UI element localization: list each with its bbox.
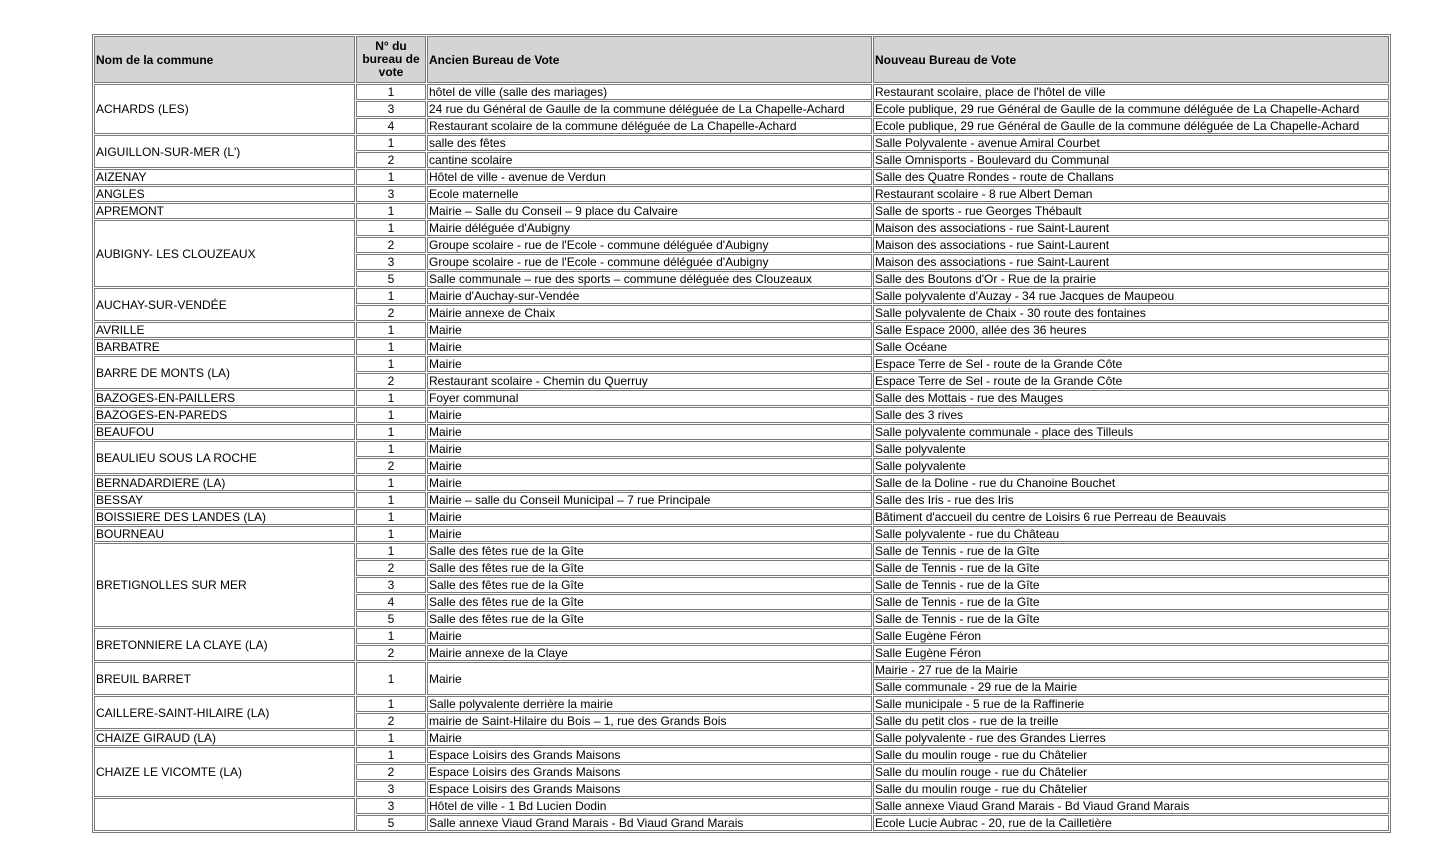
bureau-number: 1 [356, 84, 426, 100]
nouveau-bureau: Restaurant scolaire, place de l'hôtel de ville [873, 84, 1389, 100]
table-row [94, 322, 1389, 338]
bureau-number: 5 [356, 611, 426, 627]
ancien-bureau: Salle des fêtes rue de la Gîte [427, 577, 872, 593]
commune-name: BAZOGES-EN-PAREDS [94, 407, 355, 423]
bureau-number: 3 [356, 186, 426, 202]
ancien-bureau: Mairie – salle du Conseil Municipal – 7 rue Principale [427, 492, 872, 508]
ancien-bureau: Restaurant scolaire de la commune déléguée de La Chapelle-Achard [427, 118, 872, 134]
ancien-bureau: Mairie annexe de Chaix [427, 305, 872, 321]
ancien-bureau: Mairie [427, 424, 872, 440]
bureau-number: 1 [356, 475, 426, 491]
ancien-bureau: 24 rue du Général de Gaulle de la commune déléguée de La Chapelle-Achard [427, 101, 872, 117]
commune-name: BARBATRE [94, 339, 355, 355]
table-row [94, 84, 1389, 100]
commune-name: BOISSIERE DES LANDES (LA) [94, 509, 355, 525]
commune-name: CAILLERE-SAINT-HILAIRE (LA) [94, 696, 355, 729]
table-row [94, 288, 1389, 304]
bureau-number: 2 [356, 458, 426, 474]
nouveau-bureau: Salle Eugène Féron [873, 628, 1389, 644]
ancien-bureau: Mairie annexe de la Claye [427, 645, 872, 661]
nouveau-bureau: Salle Polyvalente - avenue Amiral Courbet [873, 135, 1389, 151]
ancien-bureau: Mairie [427, 526, 872, 542]
nouveau-bureau: Salle polyvalente [873, 441, 1389, 457]
ancien-bureau: Mairie [427, 475, 872, 491]
table-row [94, 662, 1389, 678]
nouveau-bureau: Maison des associations - rue Saint-Laurent [873, 254, 1389, 270]
ancien-bureau: Mairie déléguée d'Aubigny [427, 220, 872, 236]
nouveau-bureau: Salle des Mottais - rue des Mauges [873, 390, 1389, 406]
nouveau-bureau: Espace Terre de Sel - route de la Grande Côte [873, 356, 1389, 372]
ancien-bureau: Salle annexe Viaud Grand Marais - Bd Viaud Grand Marais [427, 815, 872, 831]
table-row [94, 492, 1389, 508]
nouveau-bureau: Salle polyvalente - rue du Château [873, 526, 1389, 542]
bureau-number: 1 [356, 730, 426, 746]
nouveau-bureau: Ecole publique, 29 rue Général de Gaulle de la commune déléguée de La Chapelle-Achard [873, 118, 1389, 134]
nouveau-bureau: Salle communale - 29 rue de la Mairie [873, 679, 1389, 695]
ancien-bureau: Ecole maternelle [427, 186, 872, 202]
bureau-number: 3 [356, 254, 426, 270]
nouveau-bureau: Salle du petit clos - rue de la treille [873, 713, 1389, 729]
bureau-number: 1 [356, 356, 426, 372]
table-row [94, 169, 1389, 185]
bureau-number: 2 [356, 560, 426, 576]
nouveau-bureau: Salle de Tennis - rue de la Gîte [873, 577, 1389, 593]
nouveau-bureau: Salle Océane [873, 339, 1389, 355]
ancien-bureau: Mairie [427, 628, 872, 644]
ancien-bureau: Foyer communal [427, 390, 872, 406]
bureau-number: 1 [356, 169, 426, 185]
commune-name: BREUIL BARRET [94, 662, 355, 695]
bureau-number: 4 [356, 118, 426, 134]
table-row [94, 798, 1389, 814]
ancien-bureau: Salle polyvalente derrière la mairie [427, 696, 872, 712]
table-row [94, 390, 1389, 406]
ancien-bureau: Mairie [427, 441, 872, 457]
table-row [94, 543, 1389, 559]
commune-name: BRETIGNOLLES SUR MER [94, 543, 355, 627]
table-row [94, 135, 1389, 151]
bureau-number: 1 [356, 628, 426, 644]
table-row [94, 424, 1389, 440]
commune-name: AIGUILLON-SUR-MER (L') [94, 135, 355, 168]
nouveau-bureau: Salle de Tennis - rue de la Gîte [873, 594, 1389, 610]
commune-name: BEAULIEU SOUS LA ROCHE [94, 441, 355, 474]
bureau-number: 1 [356, 747, 426, 763]
commune-name: AIZENAY [94, 169, 355, 185]
nouveau-bureau: Salle des Boutons d'Or - Rue de la prairie [873, 271, 1389, 287]
bureau-number: 2 [356, 305, 426, 321]
nouveau-bureau: Mairie - 27 rue de la Mairie [873, 662, 1389, 678]
bureau-number: 2 [356, 152, 426, 168]
nouveau-bureau: Salle des Quatre Rondes - route de Challans [873, 169, 1389, 185]
bureau-number: 4 [356, 594, 426, 610]
nouveau-bureau: Salle de la Doline - rue du Chanoine Bouchet [873, 475, 1389, 491]
nouveau-bureau: Salle polyvalente d'Auzay - 34 rue Jacques de Maupeou [873, 288, 1389, 304]
bureau-number: 1 [356, 441, 426, 457]
nouveau-bureau: Bâtiment d'accueil du centre de Loisirs 6 rue Perreau de Beauvais [873, 509, 1389, 525]
table-row [94, 441, 1389, 457]
commune-name: BERNADARDIERE (LA) [94, 475, 355, 491]
table-row [94, 747, 1389, 763]
nouveau-bureau: Salle des Iris - rue des Iris [873, 492, 1389, 508]
commune-name: BRETONNIERE LA CLAYE (LA) [94, 628, 355, 661]
ancien-bureau: Mairie [427, 322, 872, 338]
ancien-bureau: Salle des fêtes rue de la Gîte [427, 611, 872, 627]
nouveau-bureau: Restaurant scolaire - 8 rue Albert Deman [873, 186, 1389, 202]
ancien-bureau: Mairie [427, 662, 872, 695]
ancien-bureau: Espace Loisirs des Grands Maisons [427, 781, 872, 797]
commune-name: BARRE DE MONTS (LA) [94, 356, 355, 389]
commune-name: AVRILLE [94, 322, 355, 338]
nouveau-bureau: Salle polyvalente communale - place des Tilleuls [873, 424, 1389, 440]
ancien-bureau: Mairie d'Auchay-sur-Vendée [427, 288, 872, 304]
bureau-number: 2 [356, 764, 426, 780]
header-ancien: Ancien Bureau de Vote [427, 36, 872, 83]
commune-name: ACHARDS (LES) [94, 84, 355, 134]
ancien-bureau: Espace Loisirs des Grands Maisons [427, 747, 872, 763]
bureau-number: 2 [356, 645, 426, 661]
header-row [94, 36, 1389, 83]
table-row [94, 407, 1389, 423]
bureau-number: 1 [356, 135, 426, 151]
nouveau-bureau: Salle Espace 2000, allée des 36 heures [873, 322, 1389, 338]
table-row [94, 526, 1389, 542]
table-row [94, 220, 1389, 236]
bureau-number: 1 [356, 390, 426, 406]
nouveau-bureau: Salle polyvalente - rue des Grandes Lierres [873, 730, 1389, 746]
ancien-bureau: Groupe scolaire - rue de l'Ecole - commune déléguée d'Aubigny [427, 237, 872, 253]
ancien-bureau: Groupe scolaire - rue de l'Ecole - commune déléguée d'Aubigny [427, 254, 872, 270]
bureau-number: 1 [356, 339, 426, 355]
ancien-bureau: cantine scolaire [427, 152, 872, 168]
bureau-number: 5 [356, 271, 426, 287]
nouveau-bureau: Salle polyvalente [873, 458, 1389, 474]
ancien-bureau: Salle des fêtes rue de la Gîte [427, 594, 872, 610]
table-row [94, 339, 1389, 355]
ancien-bureau: mairie de Saint-Hilaire du Bois – 1, rue des Grands Bois [427, 713, 872, 729]
ancien-bureau: Mairie [427, 356, 872, 372]
table-row [94, 730, 1389, 746]
table-row [94, 628, 1389, 644]
table-row [94, 203, 1389, 219]
nouveau-bureau: Espace Terre de Sel - route de la Grande Côte [873, 373, 1389, 389]
nouveau-bureau: Salle polyvalente de Chaix - 30 route des fontaines [873, 305, 1389, 321]
commune-name: CHAIZE LE VICOMTE (LA) [94, 747, 355, 797]
table-row [94, 509, 1389, 525]
bureau-number: 5 [356, 815, 426, 831]
commune-name: CHAIZE GIRAUD (LA) [94, 730, 355, 746]
nouveau-bureau: Salle de Tennis - rue de la Gîte [873, 543, 1389, 559]
ancien-bureau: Salle communale – rue des sports – commune déléguée des Clouzeaux [427, 271, 872, 287]
commune-name: BEAUFOU [94, 424, 355, 440]
bureau-number: 3 [356, 781, 426, 797]
nouveau-bureau: Ecole publique, 29 rue Général de Gaulle de la commune déléguée de La Chapelle-Achard [873, 101, 1389, 117]
commune-name [94, 798, 355, 831]
nouveau-bureau: Salle de Tennis - rue de la Gîte [873, 611, 1389, 627]
table-row [94, 475, 1389, 491]
bureau-number: 3 [356, 101, 426, 117]
commune-name: ANGLES [94, 186, 355, 202]
bureau-number: 2 [356, 713, 426, 729]
nouveau-bureau: Salle de Tennis - rue de la Gîte [873, 560, 1389, 576]
table-row [94, 186, 1389, 202]
bureau-number: 1 [356, 526, 426, 542]
nouveau-bureau: Salle Omnisports - Boulevard du Communal [873, 152, 1389, 168]
commune-name: BESSAY [94, 492, 355, 508]
ancien-bureau: hôtel de ville (salle des mariages) [427, 84, 872, 100]
nouveau-bureau: Salle de sports - rue Georges Thébault [873, 203, 1389, 219]
commune-name: BAZOGES-EN-PAILLERS [94, 390, 355, 406]
bureau-number: 2 [356, 237, 426, 253]
commune-name: APREMONT [94, 203, 355, 219]
bureau-number: 1 [356, 220, 426, 236]
nouveau-bureau: Ecole Lucie Aubrac - 20, rue de la Cailletière [873, 815, 1389, 831]
ancien-bureau: Mairie [427, 407, 872, 423]
nouveau-bureau: Maison des associations - rue Saint-Laurent [873, 220, 1389, 236]
ancien-bureau: salle des fêtes [427, 135, 872, 151]
bureau-number: 1 [356, 322, 426, 338]
ancien-bureau: Hôtel de ville - avenue de Verdun [427, 169, 872, 185]
ancien-bureau: Restaurant scolaire - Chemin du Querruy [427, 373, 872, 389]
bureau-number: 1 [356, 288, 426, 304]
bureau-number: 2 [356, 373, 426, 389]
ancien-bureau: Salle des fêtes rue de la Gîte [427, 543, 872, 559]
nouveau-bureau: Salle des 3 rives [873, 407, 1389, 423]
nouveau-bureau: Maison des associations - rue Saint-Laurent [873, 237, 1389, 253]
ancien-bureau: Mairie [427, 509, 872, 525]
bureau-number: 1 [356, 424, 426, 440]
header-nouveau: Nouveau Bureau de Vote [873, 36, 1389, 83]
ancien-bureau: Mairie [427, 339, 872, 355]
commune-name: AUCHAY-SUR-VENDÉE [94, 288, 355, 321]
polling-stations-table [92, 34, 1391, 833]
table-row [94, 696, 1389, 712]
bureau-number: 1 [356, 543, 426, 559]
header-numero: N° du bureau de vote [356, 36, 426, 83]
nouveau-bureau: Salle du moulin rouge - rue du Châtelier [873, 764, 1389, 780]
bureau-number: 1 [356, 492, 426, 508]
header-commune: Nom de la commune [94, 36, 355, 83]
table-row [94, 356, 1389, 372]
commune-name: BOURNEAU [94, 526, 355, 542]
bureau-number: 3 [356, 577, 426, 593]
bureau-number: 3 [356, 798, 426, 814]
nouveau-bureau: Salle du moulin rouge - rue du Châtelier [873, 781, 1389, 797]
ancien-bureau: Mairie [427, 458, 872, 474]
nouveau-bureau: Salle du moulin rouge - rue du Châtelier [873, 747, 1389, 763]
ancien-bureau: Mairie [427, 730, 872, 746]
bureau-number: 1 [356, 662, 426, 695]
bureau-number: 1 [356, 509, 426, 525]
ancien-bureau: Mairie – Salle du Conseil – 9 place du Calvaire [427, 203, 872, 219]
nouveau-bureau: Salle Eugène Féron [873, 645, 1389, 661]
bureau-number: 1 [356, 407, 426, 423]
commune-name: AUBIGNY- LES CLOUZEAUX [94, 220, 355, 287]
ancien-bureau: Salle des fêtes rue de la Gîte [427, 560, 872, 576]
bureau-number: 1 [356, 203, 426, 219]
ancien-bureau: Espace Loisirs des Grands Maisons [427, 764, 872, 780]
ancien-bureau: Hôtel de ville - 1 Bd Lucien Dodin [427, 798, 872, 814]
bureau-number: 1 [356, 696, 426, 712]
nouveau-bureau: Salle municipale - 5 rue de la Raffinerie [873, 696, 1389, 712]
nouveau-bureau: Salle annexe Viaud Grand Marais - Bd Viaud Grand Marais [873, 798, 1389, 814]
